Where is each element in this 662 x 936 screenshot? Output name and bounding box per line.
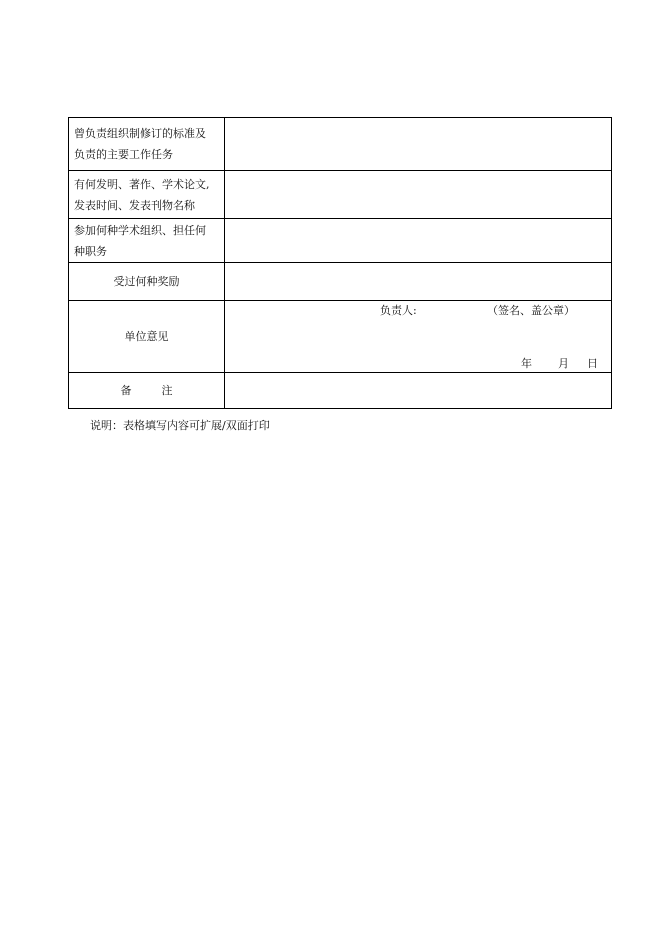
sign-note: （签名、盖公章） xyxy=(487,304,575,317)
label-remarks-part1: 备 xyxy=(120,384,132,397)
row-inventions xyxy=(69,171,612,219)
date-month-label: 月 xyxy=(558,357,569,370)
field-awards[interactable] xyxy=(225,263,612,301)
field-organizations[interactable] xyxy=(225,219,612,263)
label-standards-line2: 负责的主要工作任务 xyxy=(74,148,173,161)
row-unit-opinion xyxy=(69,301,612,373)
label-standards xyxy=(69,118,225,171)
field-unit-opinion[interactable] xyxy=(225,301,612,373)
date-year-label: 年 xyxy=(521,357,532,370)
date-day-label: 日 xyxy=(587,357,598,370)
application-form-table xyxy=(68,117,612,409)
footnote: 说明：表格填写内容可扩展/双面打印 xyxy=(90,419,270,432)
label-awards: 受过何种奖励 xyxy=(69,263,225,301)
label-organizations-line1: 参加何种学术组织、担任何 xyxy=(74,223,206,237)
label-organizations-line2: 种职务 xyxy=(74,244,107,258)
row-remarks xyxy=(69,373,612,409)
field-standards[interactable] xyxy=(225,118,612,171)
label-standards-line1: 曾负责组织制修订的标准及 xyxy=(74,127,206,140)
signer-label: 负责人: xyxy=(380,304,417,317)
label-organizations xyxy=(69,219,225,263)
label-inventions-line1: 有何发明、著作、学术论文, xyxy=(74,177,210,191)
label-remarks-part2: 注 xyxy=(161,384,173,397)
row-standards xyxy=(69,118,612,171)
label-unit-opinion: 单位意见 xyxy=(69,301,225,373)
label-remarks xyxy=(69,373,225,409)
row-organizations xyxy=(69,219,612,263)
label-inventions xyxy=(69,171,225,219)
row-awards xyxy=(69,263,612,301)
field-inventions[interactable] xyxy=(225,171,612,219)
field-remarks[interactable] xyxy=(225,373,612,409)
label-inventions-line2: 发表时间、发表刊物名称 xyxy=(74,198,195,212)
